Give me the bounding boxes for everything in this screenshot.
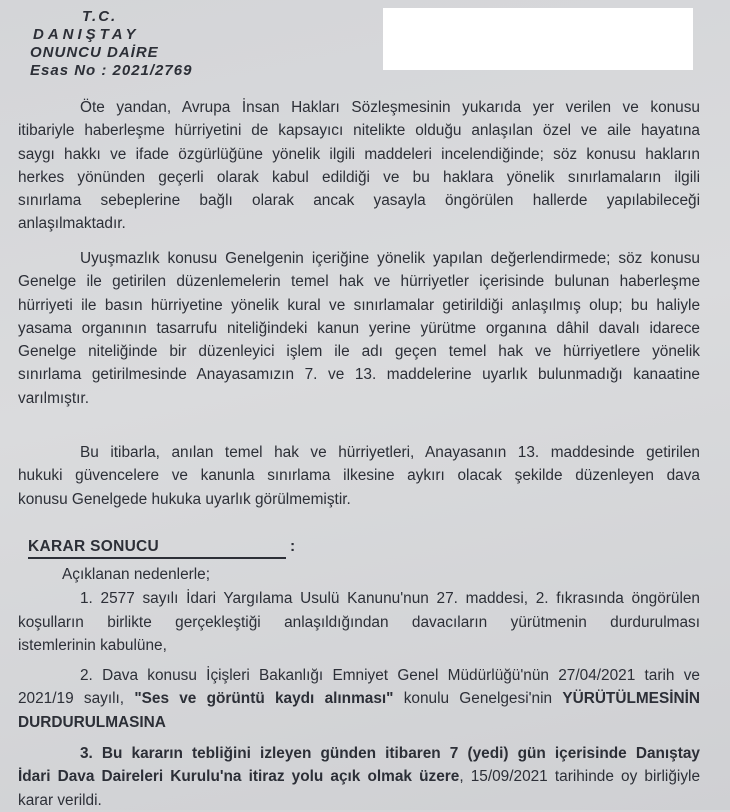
paragraph-line: Genelge ile getirilen düzenlemelerin temel hak ve hürriyetler içerisinde bulunan haberleşme bbox=[18, 273, 700, 291]
paragraph-line: sınırlama getirilmesinde Anayasamızın 7. ve 13. maddelerine uyarlık bulunmadığı kanaatine bbox=[18, 366, 700, 384]
decision-item-2-text: konulu Genelgesi'nin bbox=[393, 690, 563, 708]
paragraph-line: konusu Genelgede hukuka uyarlık görülmemiştir. bbox=[18, 490, 351, 508]
decision-heading bbox=[28, 538, 296, 556]
decision-item-3-line: karar verildi. bbox=[18, 791, 102, 809]
paragraph-line: itibariyle haberleşme hürriyetini de kapsayıcı nitelikte olduğu anlaşılan özel ve aile hayatına bbox=[18, 122, 700, 140]
paragraph-1 bbox=[18, 96, 700, 236]
paragraph-line: yasama organının tasarrufu niteliğindeki kanun yerine yürütme organına dâhil davalı idarece bbox=[18, 319, 700, 337]
court-name: DANIŞTAY bbox=[33, 26, 140, 43]
decision-heading-colon: : bbox=[290, 538, 296, 555]
genelge-title: "Ses ve görüntü kaydı alınması" bbox=[134, 690, 394, 708]
redacted-area bbox=[383, 8, 693, 70]
paragraph-line: Bu itibarla, anılan temel hak ve hürriyetleri, Anayasanın 13. maddesinde getirilen bbox=[80, 444, 700, 461]
paragraph-line: Öte yandan, Avrupa İnsan Hakları Sözleşmesinin yukarıda yer verilen ve konusu bbox=[80, 99, 700, 116]
paragraph-line: hukuki güvencelere ve kanunla sınırlama ilkesine aykırı olacak şekilde düzenleyen dava bbox=[18, 467, 700, 485]
decision-item-1-line: istemlerinin kabulüne, bbox=[18, 636, 167, 654]
decision-heading-text: KARAR SONUCU bbox=[28, 538, 160, 555]
decision-item-2-line: 2. Dava konusu İçişleri Bakanlığı Emniyet Genel Müdürlüğü'nün 27/04/2021 tarih ve bbox=[80, 667, 700, 685]
paragraph-line: anlaşılmaktadır. bbox=[18, 215, 126, 233]
decision-item-2-text: 2021/19 sayılı, bbox=[18, 690, 135, 708]
case-number: Esas No : 2021/2769 bbox=[30, 62, 193, 79]
paragraph-2 bbox=[18, 247, 700, 410]
decision-intro: Açıklanan nedenlerle; bbox=[62, 566, 211, 583]
paragraph-3 bbox=[18, 441, 700, 511]
ruling-emphasis-continued: DURDURULMASINA bbox=[18, 713, 166, 731]
heading-underline bbox=[28, 557, 286, 559]
decision-body bbox=[18, 563, 700, 812]
decision-item-2-line bbox=[18, 687, 700, 710]
paragraph-line: sınırlama sebeplerine bağlı olarak ancak yasayla öngörülen hallerde yapılabileceği bbox=[18, 192, 700, 210]
decision-item-3-line: 3. Bu kararın tebliğini izleyen günden itibaren 7 (yedi) gün içerisinde Danıştay bbox=[80, 745, 700, 763]
paragraph-line: varılmıştır. bbox=[18, 389, 89, 407]
decision-item-3-line bbox=[18, 765, 700, 788]
decision-item-1-line: 1. 2577 sayılı İdari Yargılama Usulü Kanunu'nun 27. maddesi, 2. fıkrasında öngörülen bbox=[80, 590, 700, 608]
objection-clause: İdari Dava Daireleri Kurulu'na itiraz yolu açık olmak üzere bbox=[18, 768, 460, 786]
decision-date-text: , 15/09/2021 tarihinde oy birliğiyle bbox=[459, 768, 701, 786]
paragraph-line: hürriyeti ile basın hürriyetine yönelik kural ve sınırlamalar getirildiği anlaşılmış olup; bu haliyle bbox=[18, 296, 700, 314]
ruling-emphasis: YÜRÜTÜLMESİNİN bbox=[562, 690, 700, 708]
paragraph-line: Genelge niteliğinde bir düzenleyici işlem ile adı geçen temel hak ve hürriyetlere yönelik bbox=[18, 343, 700, 361]
chamber-name: ONUNCU DAİRE bbox=[30, 44, 159, 61]
decision-item-1-line: koşulların birlikte gerçekleştiği anlaşıldığından davacıların yürütmenin durdurulması bbox=[18, 613, 700, 631]
document-header bbox=[30, 8, 192, 80]
paragraph-line: saygı hakkı ve ifade özgürlüğüne yönelik ilgili maddeleri incelendiğinde; söz konusu hakların bbox=[18, 145, 700, 163]
republic-label: T.C. bbox=[82, 8, 118, 25]
paragraph-line: herkes yönünden geçerli olarak kabul edildiği ve bu haklara yönelik sınırlamaların ilgili bbox=[18, 168, 700, 186]
paragraph-line: Uyuşmazlık konusu Genelgenin içeriğine yönelik yapılan değerlendirmede; söz konusu bbox=[80, 250, 700, 267]
